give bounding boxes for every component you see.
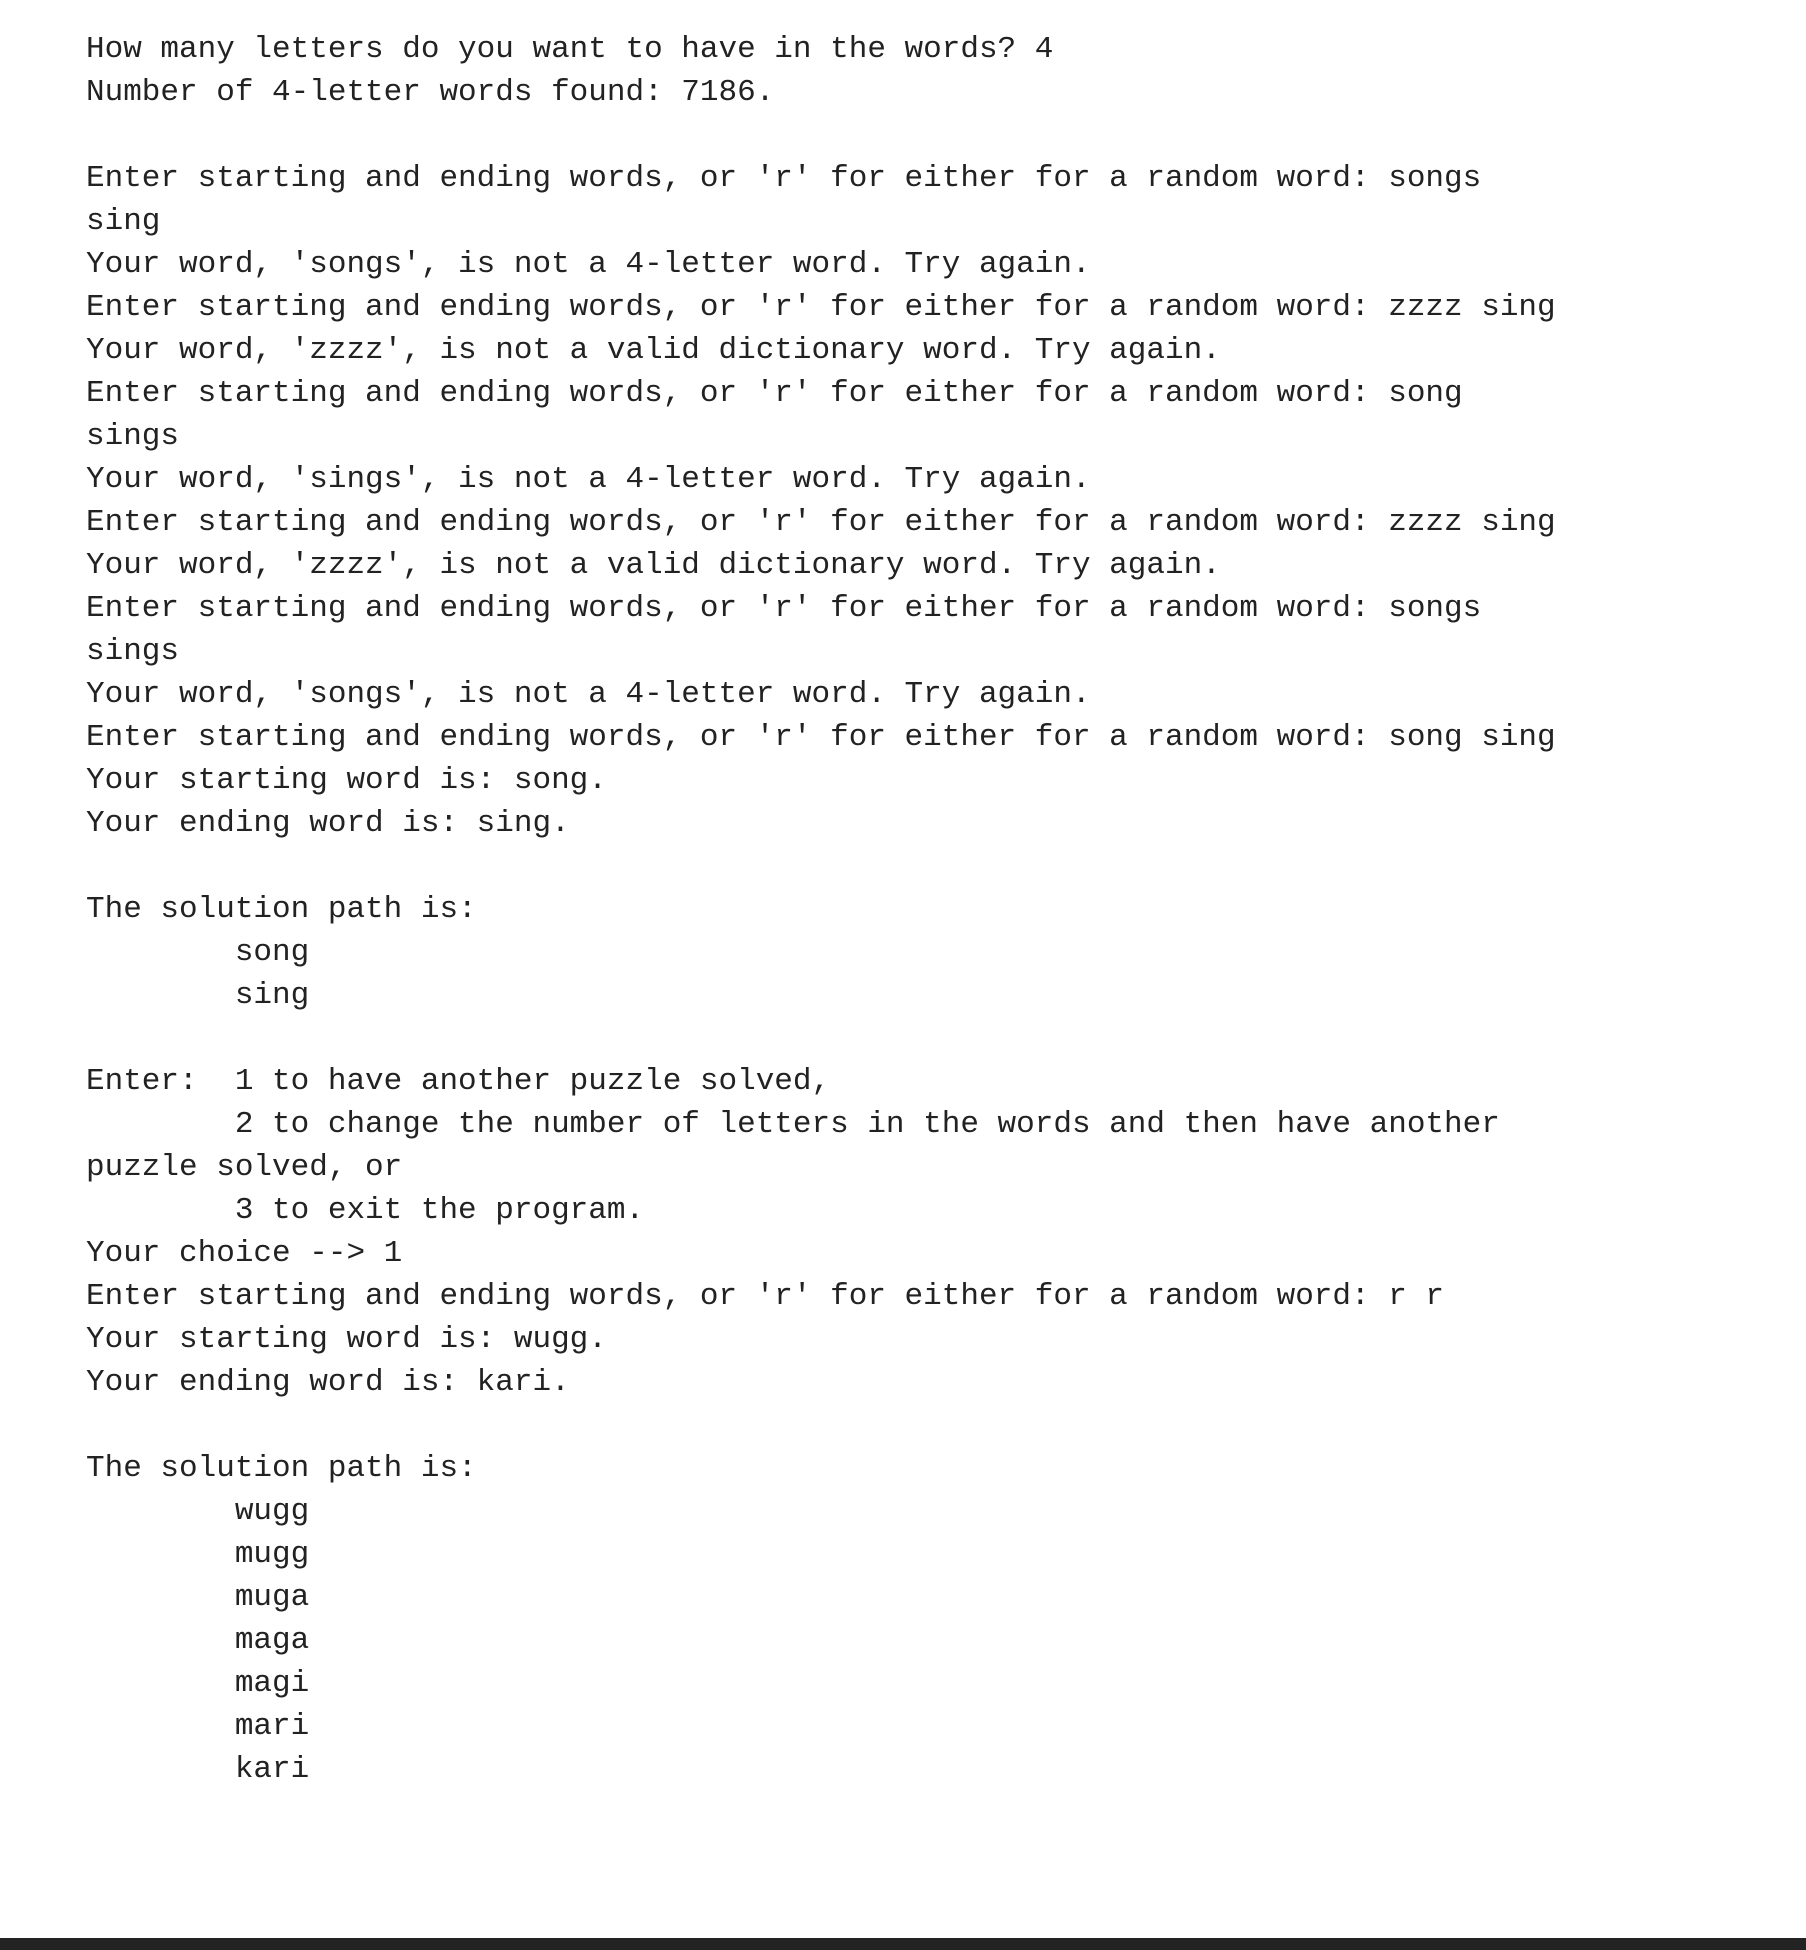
- console-line: 3 to exit the program.: [86, 1193, 645, 1228]
- bottom-bar: [0, 1938, 1806, 1950]
- console-line: 2 to change the number of letters in the words and then have another: [86, 1107, 1500, 1142]
- console-line: sings: [86, 419, 180, 454]
- console-line: Number of 4-letter words found: 7186.: [86, 75, 775, 110]
- console-line: Your ending word is: kari.: [86, 1365, 570, 1400]
- console-line: Your word, 'zzzz', is not a valid dictionary word. Try again.: [86, 548, 1221, 583]
- console-line: kari: [86, 1752, 310, 1787]
- console-line: mugg: [86, 1537, 310, 1572]
- console-line: sing: [86, 978, 310, 1013]
- console-line: Your word, 'zzzz', is not a valid dictionary word. Try again.: [86, 333, 1221, 368]
- console-line: song: [86, 935, 310, 970]
- console-line: [86, 114, 1786, 157]
- console-line: Your word, 'sings', is not a 4-letter word. Try again.: [86, 462, 1091, 497]
- console-output: [86, 28, 1786, 1791]
- console-line: Enter starting and ending words, or 'r' for either for a random word: r r: [86, 1279, 1445, 1314]
- console-line: magi: [86, 1666, 310, 1701]
- console-line: The solution path is:: [86, 892, 477, 927]
- console-line: Your starting word is: song.: [86, 763, 607, 798]
- console-line: [86, 1017, 1786, 1060]
- console-line: [86, 1404, 1786, 1447]
- console-line: The solution path is:: [86, 1451, 477, 1486]
- console-line: Your ending word is: sing.: [86, 806, 570, 841]
- console-line: maga: [86, 1623, 310, 1658]
- console-line: Enter starting and ending words, or 'r' for either for a random word: song: [86, 376, 1463, 411]
- console-line: Enter starting and ending words, or 'r' for either for a random word: zzzz sing: [86, 505, 1556, 540]
- console-line: wugg: [86, 1494, 310, 1529]
- console-line: muga: [86, 1580, 310, 1615]
- console-line: sing: [86, 204, 161, 239]
- console-line: Your choice --> 1: [86, 1236, 403, 1271]
- console-line: [86, 845, 1786, 888]
- console-line: Your word, 'songs', is not a 4-letter word. Try again.: [86, 247, 1091, 282]
- console-line: How many letters do you want to have in the words? 4: [86, 32, 1054, 67]
- console-line: sings: [86, 634, 180, 669]
- console-line: mari: [86, 1709, 310, 1744]
- console-line: puzzle solved, or: [86, 1150, 403, 1185]
- console-line: Your starting word is: wugg.: [86, 1322, 607, 1357]
- console-line: Enter starting and ending words, or 'r' for either for a random word: songs: [86, 161, 1482, 196]
- console-line: Your word, 'songs', is not a 4-letter word. Try again.: [86, 677, 1091, 712]
- console-line: Enter starting and ending words, or 'r' for either for a random word: song sing: [86, 720, 1556, 755]
- console-line: Enter starting and ending words, or 'r' for either for a random word: zzzz sing: [86, 290, 1556, 325]
- console-line: Enter starting and ending words, or 'r' for either for a random word: songs: [86, 591, 1482, 626]
- console-line: Enter: 1 to have another puzzle solved,: [86, 1064, 831, 1099]
